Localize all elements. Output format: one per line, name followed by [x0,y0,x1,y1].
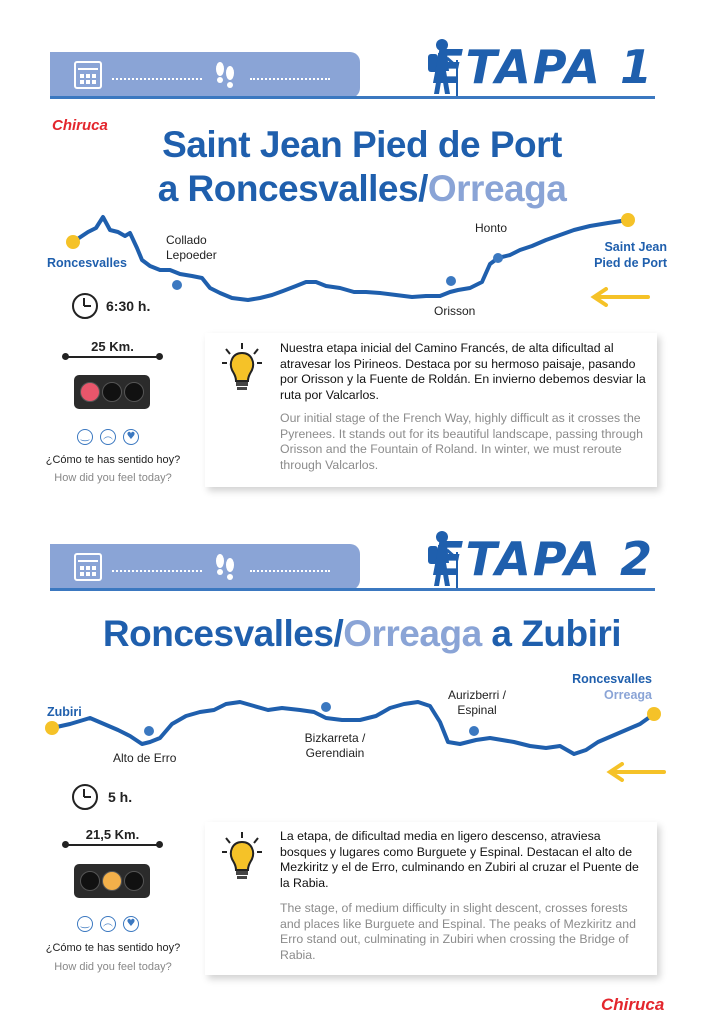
arrow-left-icon [606,762,666,782]
stage2-question-en: How did you feel today? [54,961,172,973]
clock-icon [72,784,98,810]
lamp-red [80,871,100,891]
stage2-header-underline [50,588,655,591]
stage1-point-label-honto: Honto [475,221,508,235]
stage1-end-dot [621,213,635,227]
smile-icon[interactable]: ‿ [77,429,93,445]
clock-icon [72,293,98,319]
lightbulb-icon [222,343,262,397]
stage1-question-es: ¿Cómo te has sentido hoy? [45,454,181,466]
traffic-light-icon [74,864,150,898]
stage1-title-part2: Orreaga [427,168,567,209]
date-field-line[interactable] [112,78,202,80]
brand-logo-bottom: Chiruca [601,995,665,1014]
stage2-title-part3: a Zubiri [481,613,622,654]
stage2-point-espinal [469,726,479,736]
stage1-question-en: How did you feel today? [54,472,172,484]
love-icon[interactable]: ♥ [123,429,139,445]
stage1-header-underline [50,96,655,99]
stage2-title-part1: Roncesvalles/ [102,613,344,654]
stage1-point-label-collado [166,233,217,263]
stage1-start-dot [66,235,80,249]
footprints-icon [212,552,238,582]
stage2-espinal-text: Espinal [457,703,497,717]
lamp-amber [102,871,122,891]
stage2-etapa-label: ETAPA 2 [432,532,654,586]
steps-field-line[interactable] [250,570,330,572]
stage2-aurizberri-text: Aurizberri / [447,688,506,702]
stage1-time: 6:30 h. [106,298,151,314]
stage2-title [0,612,724,656]
calendar-icon [74,553,102,581]
stage1-start-label: Roncesvalles [47,256,127,270]
stage2-desc-es: La etapa, de dificultad media en ligero descenso, atraviesa bosques y lugares como Burguete y Espinal. Destacan el alto de Mezkiritz y el de Erro, culminando en Zubiri al cruzar el Puente de la Rabia. [280,829,639,890]
stage2-mood-faces [77,916,139,932]
stage1-distance-line [65,356,160,358]
stage2-end-label-2: Orreaga [604,688,652,702]
stage1-end-label-1: Saint Jean [604,240,667,254]
brand-logo-top: Chiruca [52,117,108,134]
stage2-distance: 21,5 Km. [85,827,140,842]
stage2-start-label: Zubiri [47,705,82,719]
stage2-point-bizkarreta [321,702,331,712]
stage2-description-card [205,822,657,975]
lamp-amber [102,382,122,402]
stage2-point-erro [144,726,154,736]
stage1-point-lepoeder [172,280,182,290]
stage2-end-dot [647,707,661,721]
stage1-etapa-label: ETAPA 1 [432,40,654,94]
arrow-left-icon [590,287,650,307]
stage1-end-label [590,239,667,271]
stage1-desc-es: Nuestra etapa inicial del Camino Francés, de alta dificultad al atravesar los Pirineos. Destaca por su hermoso paisaje, pasando por Orisson y la Fuente de Roldán. En invierno debemos desviar la ruta por Valcarlos. [280,341,646,402]
footprints-icon [212,60,238,90]
sad-icon[interactable]: ︵ [100,916,116,932]
stage1-end-label-2: Pied de Port [594,256,667,270]
stage1-desc-en: Our initial stage of the French Way, highly difficult as it crosses the Pyrenees. It stands out for its beautiful landscape, passing through Orisson and the Fountain of Roland. In winter, we must reroute through Valcarlos. [280,411,643,472]
stage2-question-es: ¿Cómo te has sentido hoy? [45,942,181,954]
stage2-point-label-aurizberri [439,688,515,718]
stage1-collado-text: Collado [166,233,207,247]
stage2-end-label-1: Roncesvalles [572,672,652,686]
stage1-point-orisson [446,276,456,286]
stage1-distance: 25 Km. [91,339,134,354]
smile-icon[interactable]: ‿ [77,916,93,932]
stage2-gerendiain-text: Gerendiain [305,746,365,760]
stage2-start-dot [45,721,59,735]
stage2-point-label-bizkarreta [297,731,373,761]
stage2-distance-line [65,844,160,846]
stage1-lepoeder-text: Lepoeder [166,248,217,262]
lamp-red [80,382,100,402]
stage2-point-label-erro: Alto de Erro [113,751,177,765]
sad-icon[interactable]: ︵ [100,429,116,445]
stage1-mood-faces [77,429,139,445]
stage1-header-bar [50,52,360,98]
traffic-light-icon [74,375,150,409]
love-icon[interactable]: ♥ [123,916,139,932]
stage1-title-part1: a Roncesvalles/ [157,168,428,209]
steps-field-line[interactable] [250,78,330,80]
stage1-title-line1: Saint Jean Pied de Port [162,124,562,165]
stage1-title [0,123,724,211]
lamp-green [124,871,144,891]
stage2-desc-en: The stage, of medium difficulty in slight descent, crosses forests and places like Burguete and Espinal. The peaks of Mezkiritz and Erro stand out, culminating in Zubiri when crossing the Bridge of Rabia. [280,901,636,962]
stage2-bizkarreta-text: Bizkarreta / [304,731,366,745]
stage2-header-bar [50,544,360,590]
stage2-end-label [560,671,652,703]
lightbulb-icon [222,832,262,886]
date-field-line[interactable] [112,570,202,572]
stage2-time: 5 h. [108,789,133,805]
stage2-title-part2: Orreaga [343,613,482,654]
lamp-green [124,382,144,402]
stage1-point-label-orisson: Orisson [434,304,476,318]
stage1-description-card [205,333,657,487]
calendar-icon [74,61,102,89]
stage1-point-honto [493,253,503,263]
